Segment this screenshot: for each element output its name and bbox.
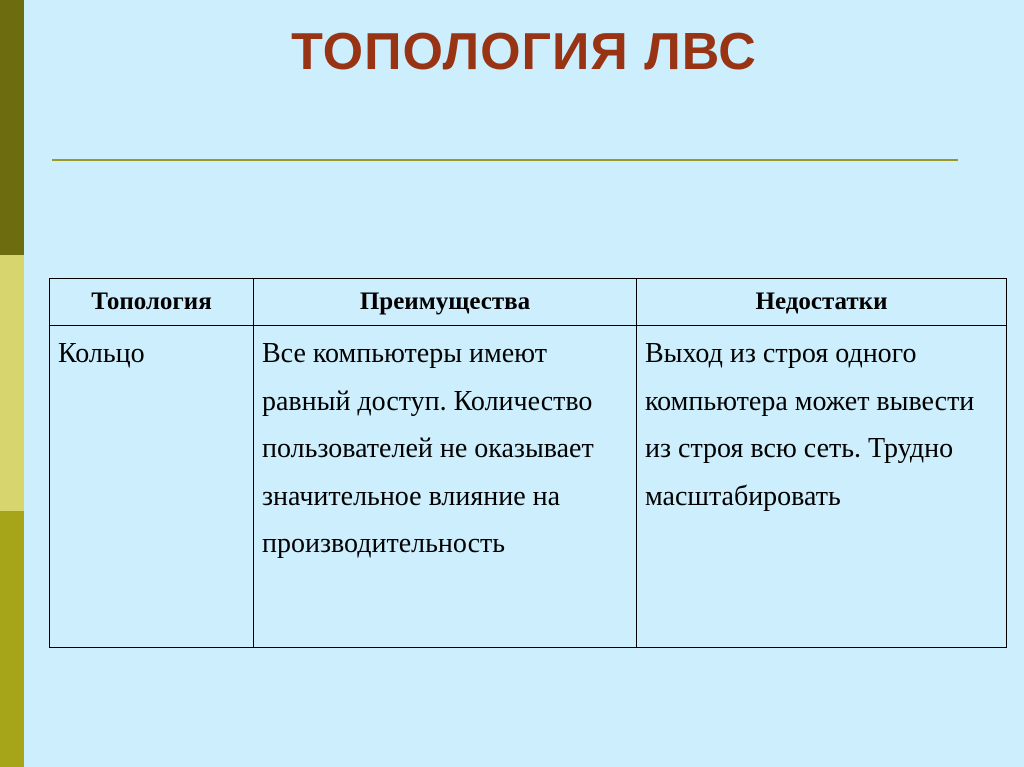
header-topology: Топология xyxy=(50,279,254,326)
title-divider xyxy=(52,159,958,161)
sidebar-stripe-bottom xyxy=(0,511,24,767)
cell-topology: Кольцо xyxy=(50,326,254,648)
header-advantages: Преимущества xyxy=(254,279,637,326)
header-disadvantages: Недостатки xyxy=(637,279,1007,326)
cell-disadvantages: Выход из строя одного компьютера может вывести из строя всю сеть. Трудно масштабировать xyxy=(637,326,1007,648)
cell-advantages: Все компьютеры имеют равный доступ. Количество пользователей не оказывает значительное влияние на производительность xyxy=(254,326,637,648)
topology-table xyxy=(49,278,1007,648)
table-row xyxy=(50,326,1007,648)
slide-title: ТОПОЛОГИЯ ЛВС xyxy=(291,23,757,81)
sidebar-stripe-top xyxy=(0,0,24,255)
sidebar-stripe-middle xyxy=(0,255,24,511)
table-header-row xyxy=(50,279,1007,326)
